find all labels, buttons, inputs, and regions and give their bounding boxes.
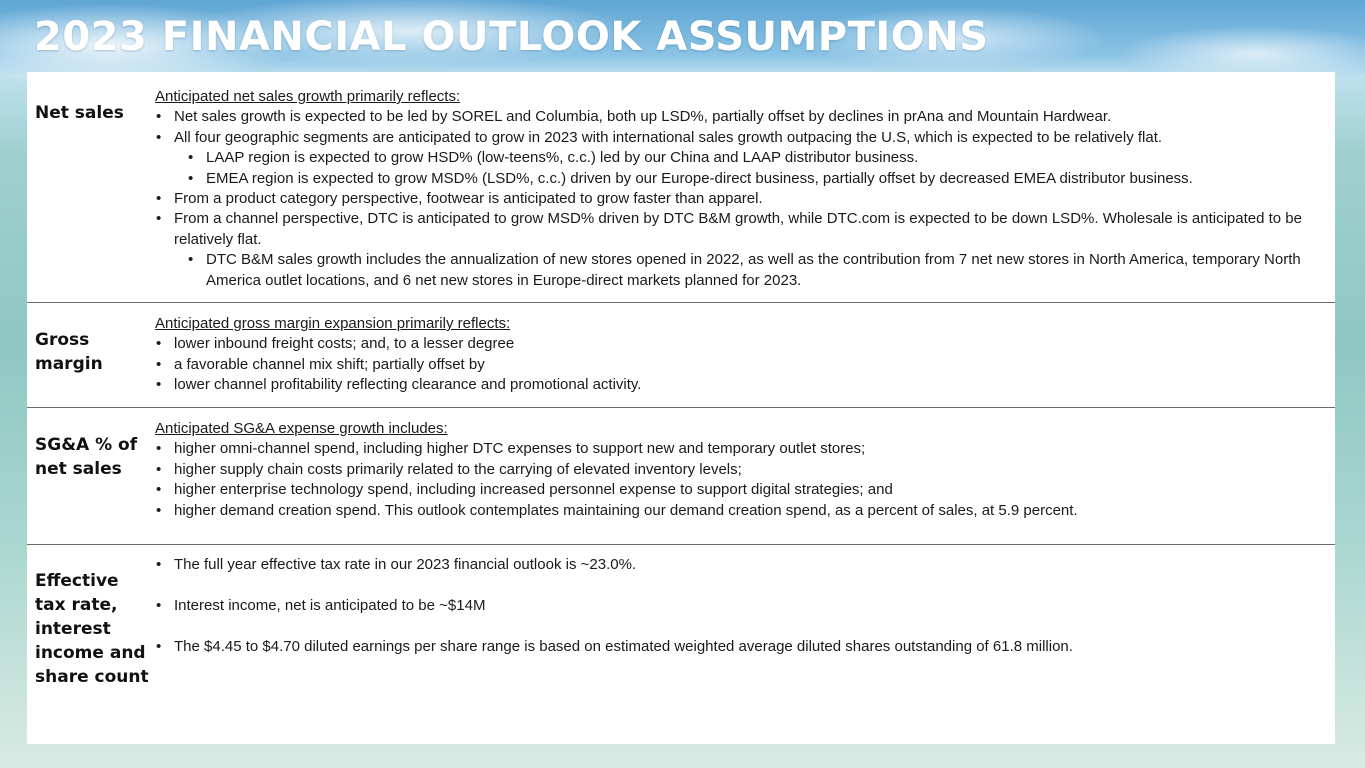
section-heading: Anticipated gross margin expansion primarily reflects:	[155, 315, 511, 332]
section-heading: Anticipated SG&A expense growth includes:	[155, 420, 448, 437]
outlook-table	[27, 72, 1335, 744]
section-tax-interest-shares	[27, 545, 1335, 744]
bullet-list	[155, 439, 1325, 521]
list-item: • DTC B&M sales growth includes the annualization of new stores opened in 2022, as well as the contribution from 7 net new stores in North America, temporary North America outlet locations, and 6 net new stores in Europe-direct markets planned for 2023.	[187, 250, 1325, 291]
list-item: • From a product category perspective, footwear is anticipated to grow faster than apparel.	[155, 189, 1325, 209]
section-heading: Anticipated net sales growth primarily reflects:	[155, 88, 461, 105]
list-item: • The full year effective tax rate in our 2023 financial outlook is ~23.0%.	[155, 555, 1325, 575]
list-item: • lower channel profitability reflecting clearance and promotional activity.	[155, 375, 1325, 395]
list-item: • From a channel perspective, DTC is anticipated to grow MSD% driven by DTC B&M growth, while DTC.com is expected to be down LSD%. Wholesale is anticipated to be relatively flat.	[155, 209, 1325, 250]
list-item: • Interest income, net is anticipated to be ~$14M	[155, 596, 1325, 616]
section-content	[155, 419, 1325, 521]
section-content	[155, 555, 1325, 677]
section-label: SG&A % of net sales	[35, 435, 138, 479]
list-item: • higher supply chain costs primarily related to the carrying of elevated inventory levels;	[155, 460, 1325, 480]
list-item: • lower inbound freight costs; and, to a lesser degree	[155, 334, 1325, 354]
slide-title: 2023 FINANCIAL OUTLOOK ASSUMPTIONS	[34, 14, 989, 60]
list-item: • The $4.45 to $4.70 diluted earnings per share range is based on estimated weighted average diluted shares outstanding of 61.8 million.	[155, 637, 1325, 657]
bullet-list	[155, 107, 1325, 291]
list-item: • higher demand creation spend. This outlook contemplates maintaining our demand creation spend, as a percent of sales, at 5.9 percent.	[155, 501, 1325, 521]
bullet-list	[155, 334, 1325, 395]
list-item: • higher omni-channel spend, including higher DTC expenses to support new and temporary outlet stores;	[155, 439, 1325, 459]
section-label: Gross margin	[35, 330, 103, 374]
list-item: • higher enterprise technology spend, including increased personnel expense to support digital strategies; and	[155, 480, 1325, 500]
section-sga	[27, 408, 1335, 545]
list-item: • LAAP region is expected to grow HSD% (low-teens%, c.c.) led by our China and LAAP distributor business.	[187, 148, 1325, 168]
list-item: • a favorable channel mix shift; partially offset by	[155, 355, 1325, 375]
section-content	[155, 87, 1325, 291]
list-item: • Net sales growth is expected to be led by SOREL and Columbia, both up LSD%, partially offset by declines in prAna and Mountain Hardwear.	[155, 107, 1325, 127]
section-label: Effective tax rate, interest income and share count	[35, 571, 149, 687]
bullet-list	[155, 555, 1325, 657]
section-gross-margin	[27, 303, 1335, 408]
section-net-sales	[27, 72, 1335, 303]
section-label: Net sales	[35, 103, 124, 123]
section-content	[155, 314, 1325, 396]
list-item: • EMEA region is expected to grow MSD% (LSD%, c.c.) driven by our Europe-direct business, partially offset by decreased EMEA distributor business.	[187, 169, 1325, 189]
list-item: • All four geographic segments are anticipated to grow in 2023 with international sales growth outpacing the U.S, which is expected to be relatively flat.	[155, 128, 1325, 148]
